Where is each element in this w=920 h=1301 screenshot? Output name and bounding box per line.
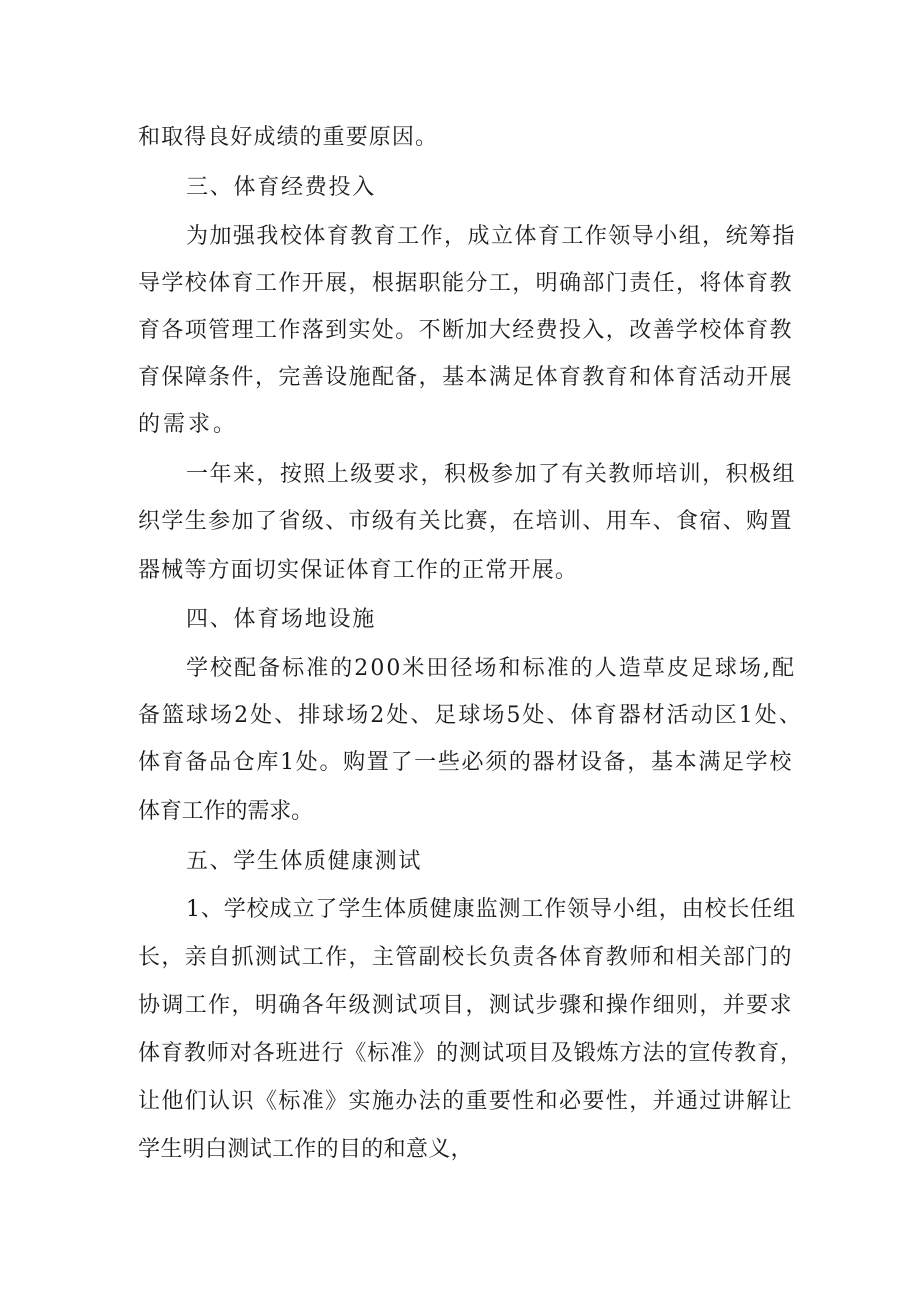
text-line: 和取得良好成绩的重要原因。 [138, 125, 439, 150]
text-line: 一年来，按照上级要求，积极参加了有关教师培训，积极组 [186, 462, 796, 487]
text-line: 1、学校成立了学生体质健康监测工作领导小组，由校长任组 [186, 897, 797, 922]
text-line: 协调工作，明确各年级测试项目，测试步骤和操作细则，并要求 [138, 993, 793, 1018]
text-line: 备篮球场2处、排球场2处、足球场5处、体育器材活动区1处、 [138, 703, 803, 728]
section-heading: 四、体育场地设施 [186, 607, 377, 632]
text-line: 器械等方面切实保证体育工作的正常开展。 [138, 558, 579, 583]
text-line: 体育备品仓库1处。购置了一些必须的器材设备，基本满足学校 [138, 750, 794, 775]
text-line: 让他们认识《标准》实施办法的重要性和必要性，并通过讲解让 [138, 1089, 793, 1114]
text-line: 体育教师对各班进行《标准》的测试项目及锻炼方法的宣传教育， [138, 1041, 803, 1066]
section-heading: 五、学生体质健康测试 [186, 849, 423, 874]
text-line: 体育工作的需求。 [138, 799, 313, 824]
text-line: 导学校体育工作开展，根据职能分工，明确部门责任，将体育教 [138, 271, 793, 296]
text-line: 的需求。 [138, 412, 239, 437]
text-line: 学校配备标准的200米田径场和标准的人造草皮足球场,配 [186, 656, 797, 681]
section-heading: 三、体育经费投入 [186, 175, 377, 200]
text-line: 为加强我校体育教育工作，成立体育工作领导小组，统筹指 [186, 224, 796, 249]
text-line: 育保障条件，完善设施配备，基本满足体育教育和体育活动开展 [138, 365, 793, 390]
text-line: 织学生参加了省级、市级有关比赛，在培训、用车、食宿、购置 [138, 509, 793, 534]
text-line: 育各项管理工作落到实处。不断加大经费投入，改善学校体育教 [138, 318, 793, 343]
text-line: 长，亲自抓测试工作，主管副校长负责各体育教师和相关部门的 [138, 945, 793, 970]
text-line: 学生明白测试工作的目的和意义， [138, 1137, 473, 1162]
